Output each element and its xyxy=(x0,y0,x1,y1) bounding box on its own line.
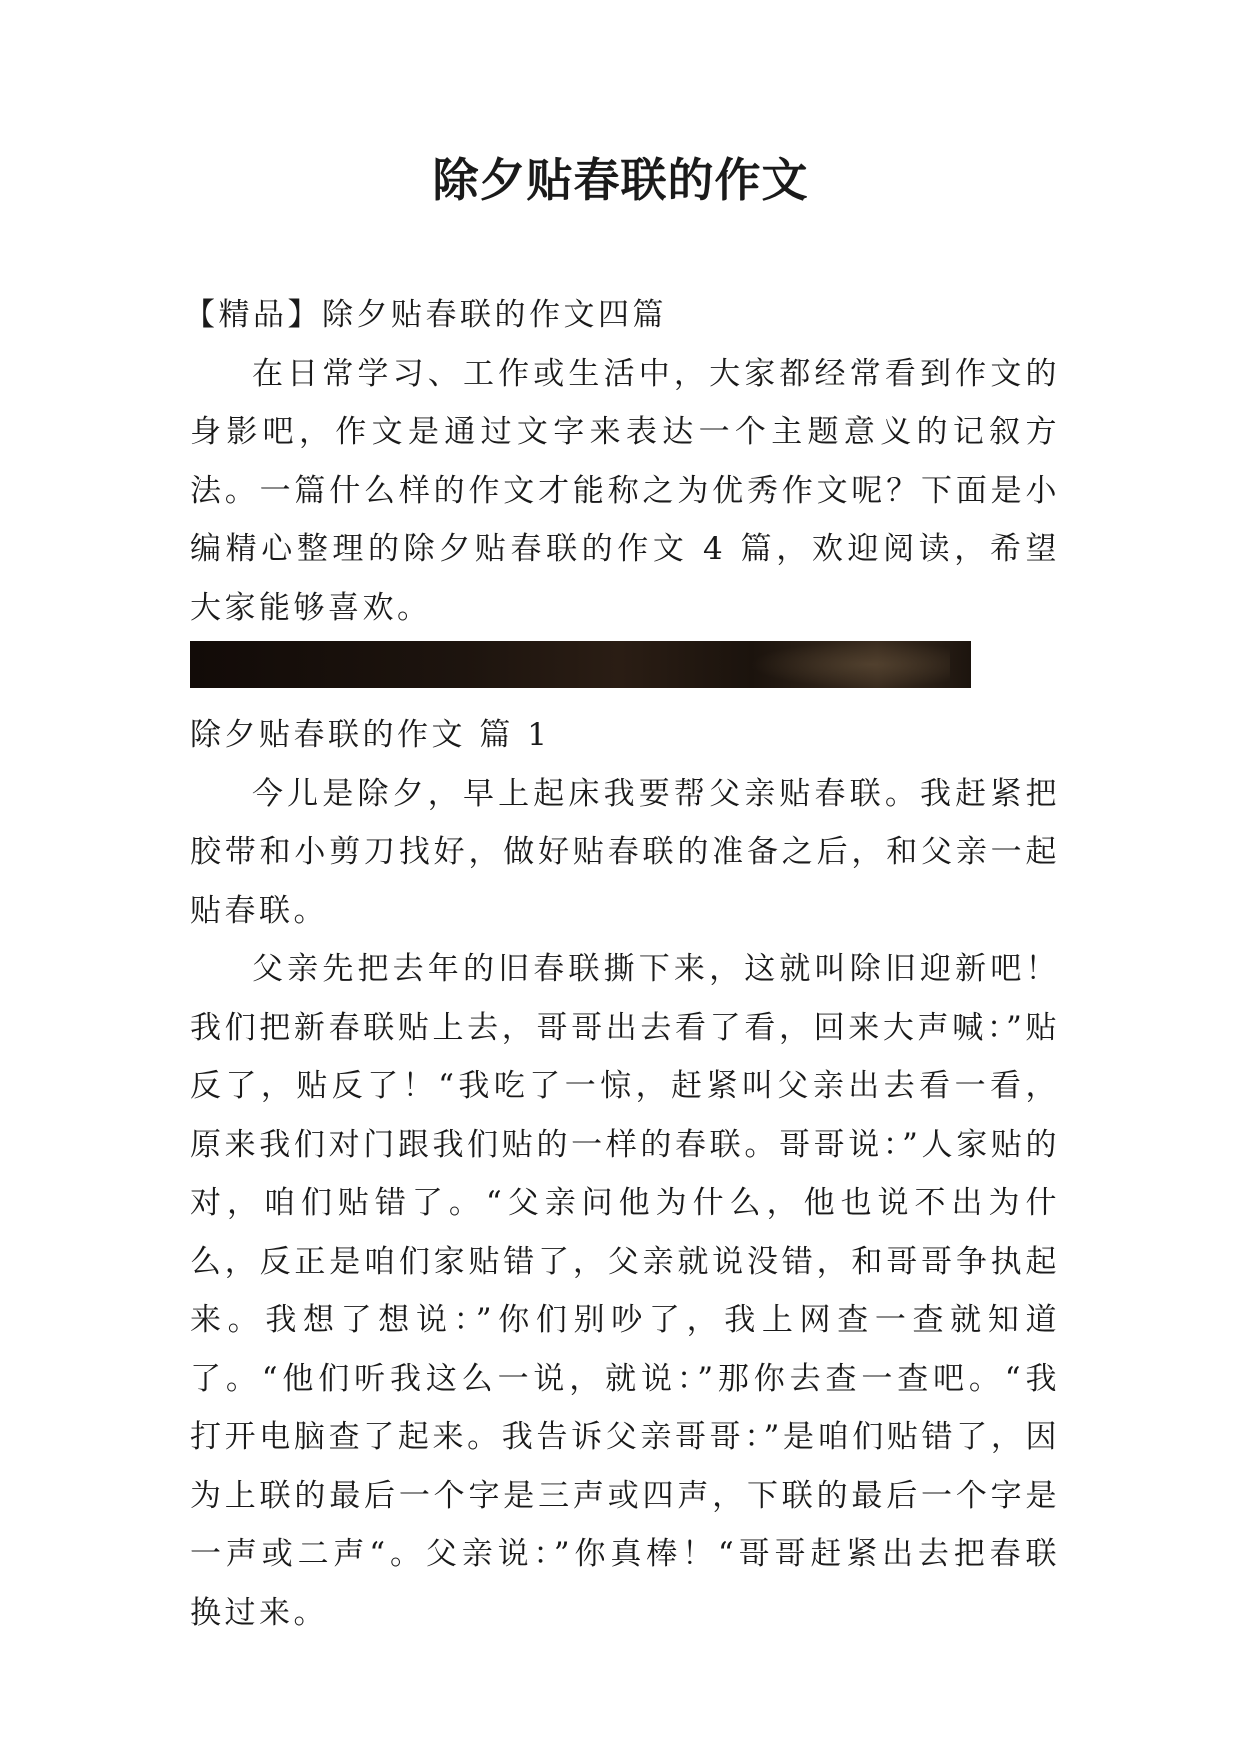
body-paragraph-1: 今儿是除夕，早上起床我要帮父亲贴春联。我赶紧把胶带和小剪刀找好，做好贴春联的准备之后，和父亲一起贴春联。 xyxy=(190,775,1060,929)
document-title: 除夕贴春联的作文 xyxy=(432,153,809,207)
document-body xyxy=(184,286,1060,1642)
embedded-image xyxy=(190,641,971,688)
section-heading: 除夕贴春联的作文 篇 1 xyxy=(190,717,551,753)
intro-paragraph: 在日常学习、工作或生活中，大家都经常看到作文的身影吧，作文是通过文字来表达一个主题意义的记叙方法。一篇什么样的作文才能称之为优秀作文呢？下面是小编精心整理的除夕贴春联的作文 4 篇，欢迎阅读，希望大家能够喜欢。 xyxy=(190,355,1060,626)
article-subtitle: 【精品】除夕贴春联的作文四篇 xyxy=(184,297,667,333)
body-paragraph-2: 父亲先把去年的旧春联撕下来，这就叫除旧迎新吧！我们把新春联贴上去，哥哥出去看了看，回来大声喊：”贴反了，贴反了！“我吃了一惊，赶紧叫父亲出去看一看，原来我们对门跟我们贴的一样的春联。哥哥说：”人家贴的对，咱们贴错了。“父亲问他为什么，他也说不出为什么，反正是咱们家贴错了，父亲就说没错，和哥哥争执起来。我想了想说：”你们别吵了，我上网查一查就知道了。“他们听我这么一说，就说：”那你去查一查吧。“我打开电脑查了起来。我告诉父亲哥哥：”是咱们贴错了，因为上联的最后一个字是三声或四声，下联的最后一个字是一声或二声“。父亲说：”你真棒！“哥哥赶紧出去把春联换过来。 xyxy=(190,951,1060,1631)
